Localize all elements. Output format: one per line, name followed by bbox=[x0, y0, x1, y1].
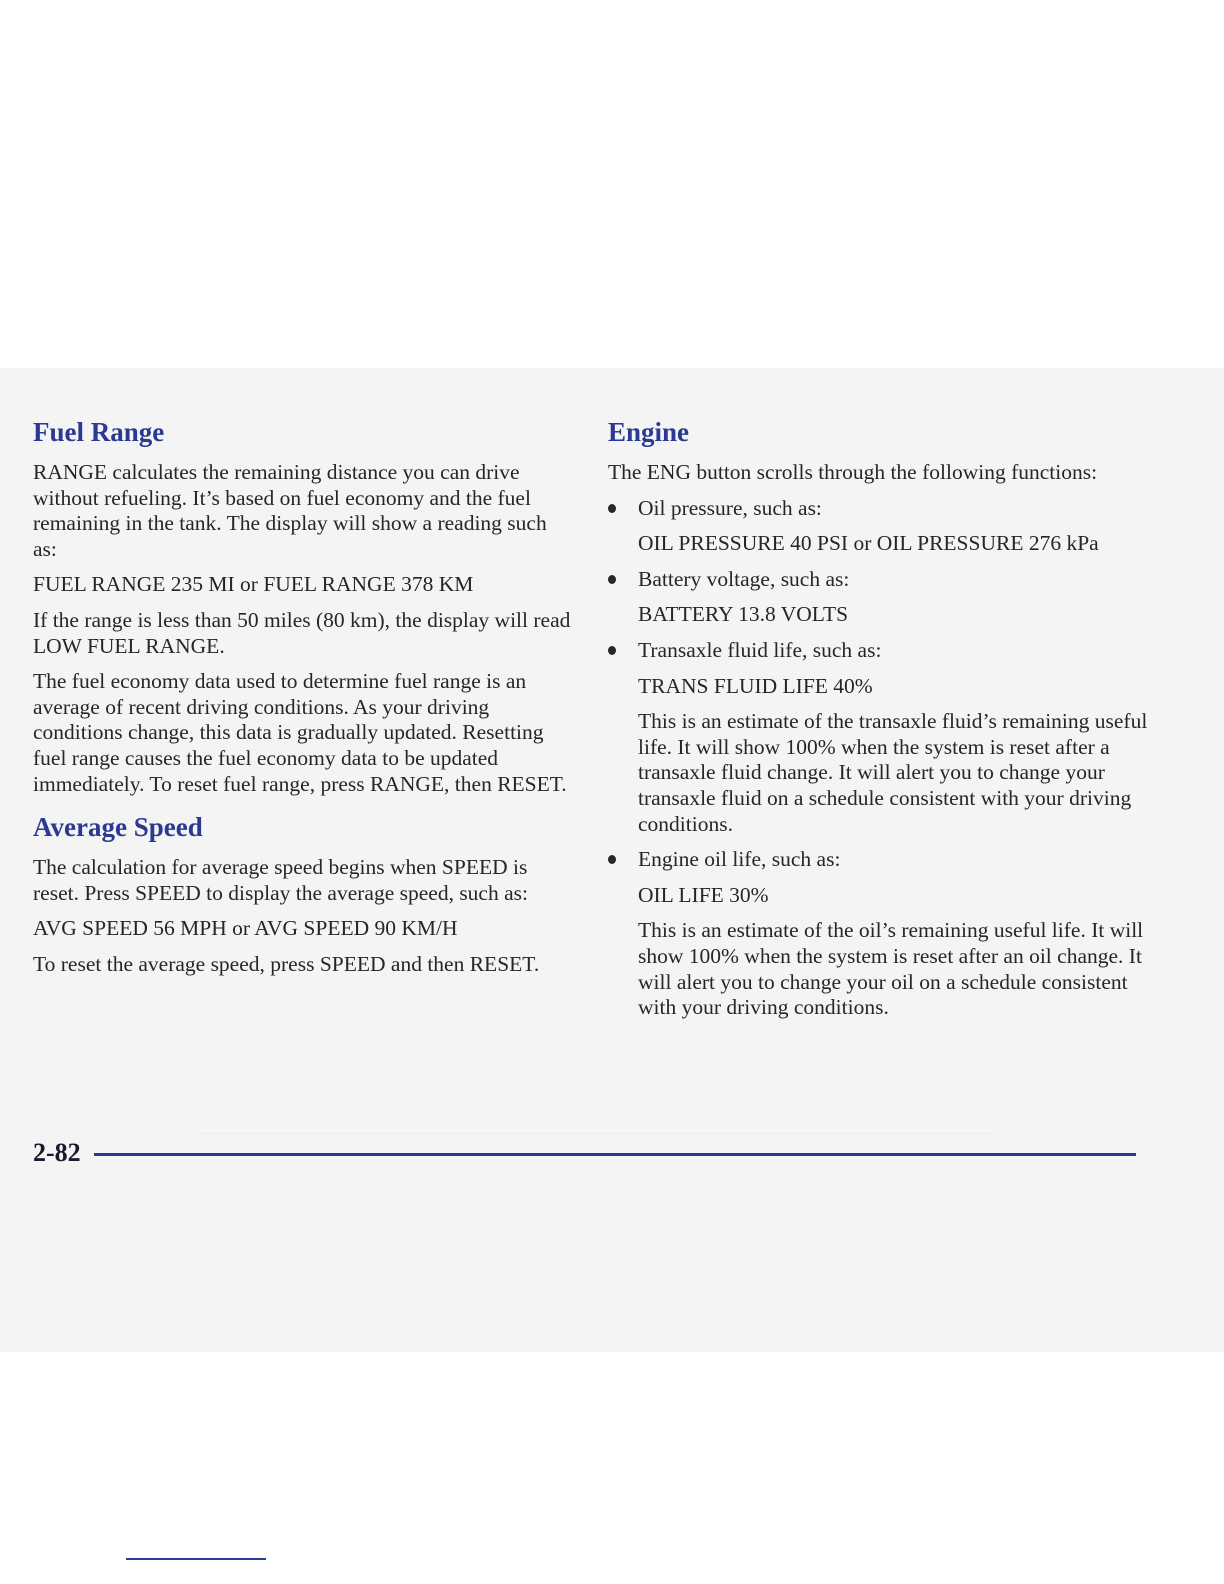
left-column bbox=[33, 416, 573, 988]
list-item-label: Transaxle fluid life, such as: bbox=[638, 637, 882, 662]
manual-page bbox=[0, 368, 1224, 1352]
oil-pressure-example: OIL PRESSURE 40 PSI or OIL PRESSURE 276 kPa bbox=[638, 531, 1099, 556]
engine-function-list-3 bbox=[608, 638, 1148, 664]
list-item-label: Battery voltage, such as: bbox=[638, 566, 850, 591]
engine-function-list-4 bbox=[608, 847, 1148, 873]
bullet-icon bbox=[608, 575, 616, 584]
page-number: 2-82 bbox=[33, 1138, 81, 1167]
average-speed-paragraph: The calculation for average speed begins when SPEED is reset. Press SPEED to display the average speed, such as: bbox=[33, 855, 528, 905]
engine-heading: Engine bbox=[608, 417, 690, 447]
engine-function-list-2 bbox=[608, 567, 1148, 593]
fuel-range-paragraph: RANGE calculates the remaining distance you can drive without refueling. It’s based on fuel economy and the fuel remaining in the tank. The display will show a reading such as: bbox=[33, 460, 547, 561]
list-item-label: Engine oil life, such as: bbox=[638, 847, 841, 872]
fuel-range-low-paragraph: If the range is less than 50 miles (80 km), the display will read LOW FUEL RANGE. bbox=[33, 607, 571, 658]
engine-intro: The ENG button scrolls through the following functions: bbox=[608, 460, 1098, 484]
oil-life-note: This is an estimate of the oil’s remaining useful life. It will show 100% when the system is reset after an oil change. It will alert you to change your oil on a schedule consistent with your driving conditions. bbox=[638, 918, 1144, 1020]
oil-life-example: OIL LIFE 30% bbox=[638, 882, 769, 907]
bullet-icon bbox=[608, 504, 616, 513]
fuel-range-heading: Fuel Range bbox=[33, 417, 165, 447]
average-speed-example: AVG SPEED 56 MPH or AVG SPEED 90 KM/H bbox=[33, 916, 458, 941]
battery-example: BATTERY 13.8 VOLTS bbox=[638, 602, 849, 627]
trans-fluid-example: TRANS FLUID LIFE 40% bbox=[638, 673, 873, 698]
list-item bbox=[608, 567, 1148, 593]
list-item-label: Oil pressure, such as: bbox=[638, 495, 822, 520]
fuel-range-example: FUEL RANGE 235 MI or FUEL RANGE 378 KM bbox=[33, 572, 474, 597]
fuel-range-reset-paragraph: The fuel economy data used to determine fuel range is an average of recent driving conditions. As your driving conditions change, this data is gradually updated. Resetting fuel range causes the fuel economy data to be updated immediately. To reset fuel range, press RANGE, then RESET. bbox=[33, 669, 567, 796]
divider bbox=[195, 1133, 995, 1134]
list-item bbox=[608, 847, 1148, 873]
bullet-icon bbox=[608, 646, 616, 655]
bottom-mark bbox=[126, 1558, 266, 1560]
average-speed-reset-paragraph: To reset the average speed, press SPEED and then RESET. bbox=[33, 951, 540, 976]
bullet-icon bbox=[608, 855, 616, 864]
right-column bbox=[608, 416, 1148, 1031]
list-item bbox=[608, 496, 1148, 522]
average-speed-heading: Average Speed bbox=[33, 812, 203, 843]
list-item bbox=[608, 638, 1148, 664]
footer-rule bbox=[94, 1153, 1136, 1156]
trans-fluid-note: This is an estimate of the transaxle fluid’s remaining useful life. It will show 100% when the system is reset after a transaxle fluid change. It will alert you to change your transaxle fluid on a schedule consistent with your driving conditions. bbox=[638, 709, 1148, 836]
engine-function-list bbox=[608, 496, 1148, 522]
